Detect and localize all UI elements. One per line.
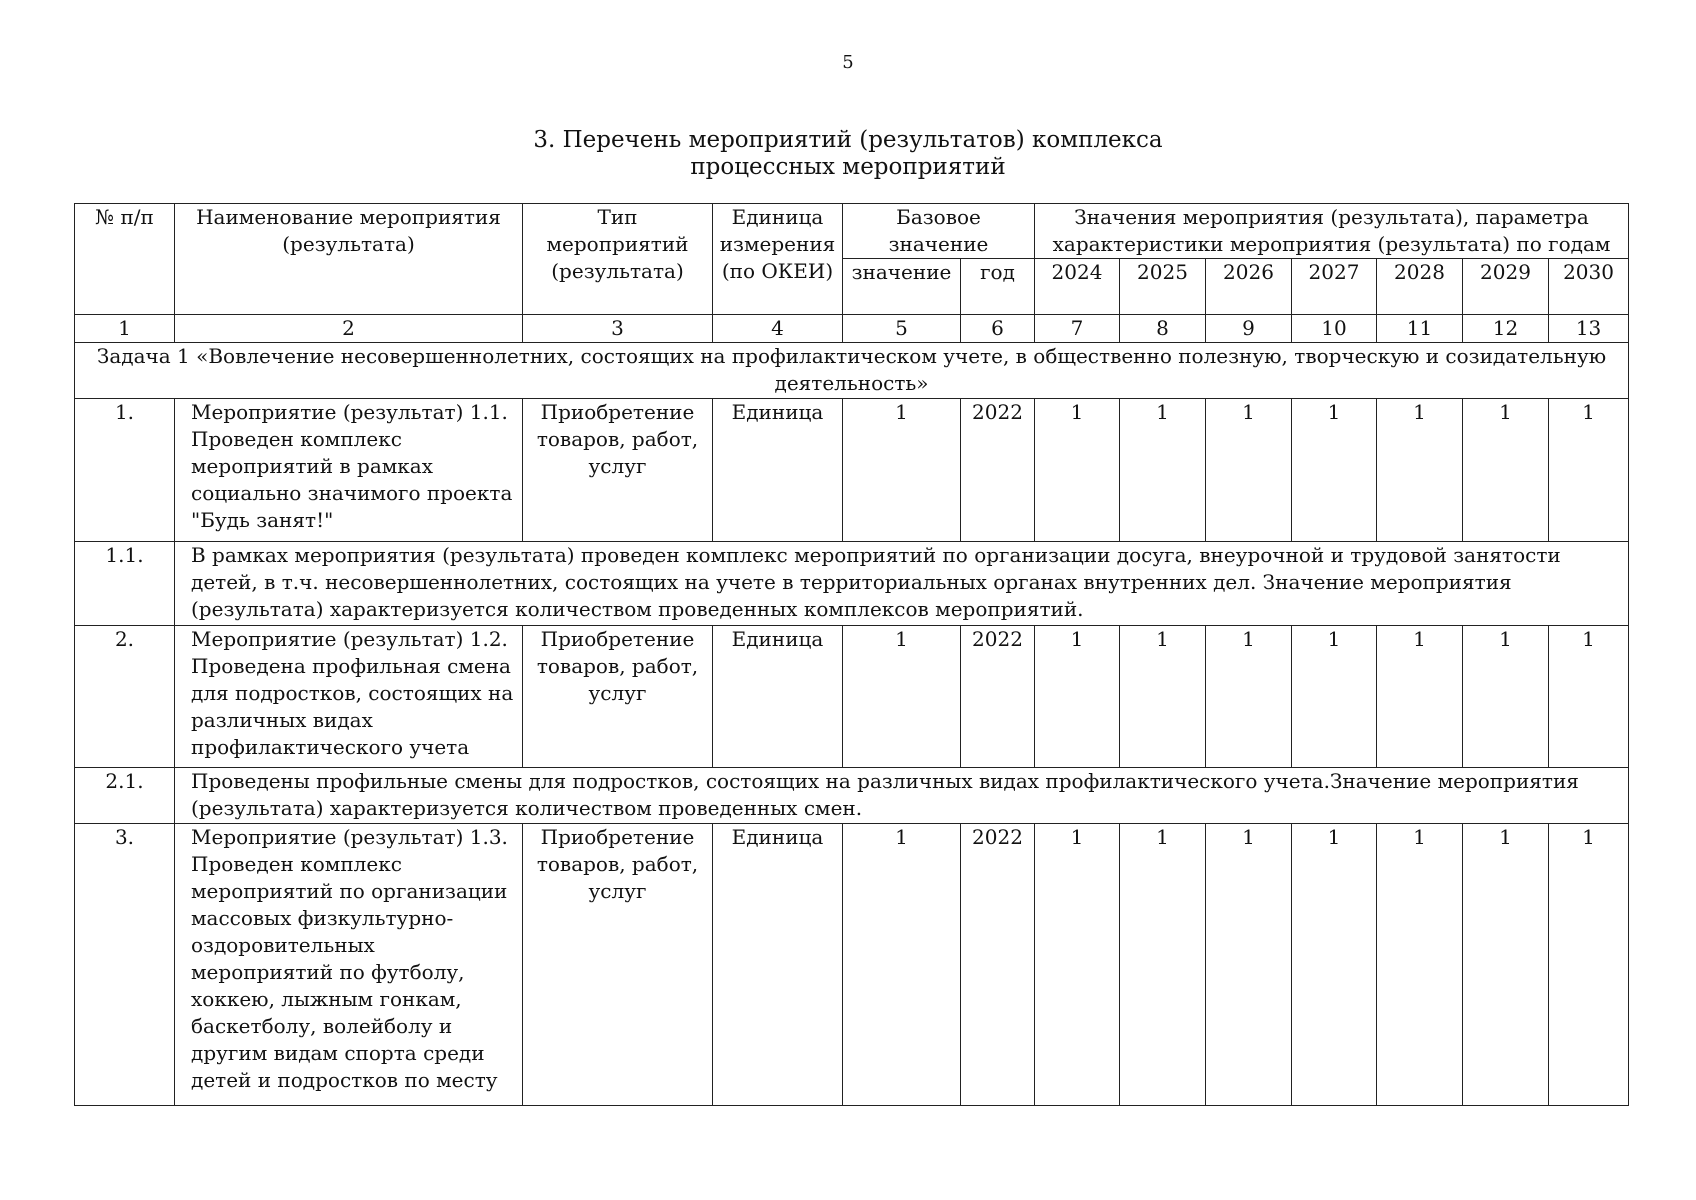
column-number: 6	[961, 315, 1035, 343]
row-value: 1	[1549, 626, 1629, 768]
header-type: Тип мероприятий (результата)	[523, 204, 713, 315]
page-number: 5	[842, 52, 854, 73]
header-year: 2028	[1377, 259, 1463, 315]
row-value: 1	[1120, 399, 1206, 542]
measures-table	[74, 203, 1629, 1106]
column-number: 4	[713, 315, 843, 343]
column-number: 13	[1549, 315, 1629, 343]
row-name: Мероприятие (результат) 1.2. Проведена профильная смена для подростков, состоящих на различных видах профилактического учета	[175, 626, 523, 768]
column-number: 2	[175, 315, 523, 343]
row-value: 1	[1292, 399, 1377, 542]
row-value: 1	[1206, 626, 1292, 768]
title-line-1: 3. Перечень мероприятий (результатов) комплекса	[533, 127, 1163, 153]
header-unit: Единица измерения (по ОКЕИ)	[713, 204, 843, 315]
header-year: 2029	[1463, 259, 1549, 315]
row-value: 1	[1463, 399, 1549, 542]
column-number: 10	[1292, 315, 1377, 343]
column-number: 5	[843, 315, 961, 343]
header-name: Наименование мероприятия (результата)	[175, 204, 523, 315]
header-year: 2027	[1292, 259, 1377, 315]
row-base-value: 1	[843, 824, 961, 1106]
column-number: 3	[523, 315, 713, 343]
row-base-year: 2022	[961, 399, 1035, 542]
row-value: 1	[1549, 399, 1629, 542]
header-num: № п/п	[75, 204, 175, 315]
row-name: Мероприятие (результат) 1.3. Проведен комплекс мероприятий по организации массовых физкультурно-оздоровительных мероприятий по футболу, хоккею, лыжным гонкам, баскетболу, волейболу и другим видам спорта среди детей и подростков по месту	[175, 824, 523, 1106]
row-value: 1	[1120, 626, 1206, 768]
row-base-value: 1	[843, 626, 961, 768]
table-row	[75, 824, 1629, 1106]
row-base-year: 2022	[961, 824, 1035, 1106]
row-value: 1	[1035, 824, 1120, 1106]
table-row	[75, 768, 1629, 824]
row-value: 1	[1377, 626, 1463, 768]
header-year: 2030	[1549, 259, 1629, 315]
column-number: 12	[1463, 315, 1549, 343]
column-number: 11	[1377, 315, 1463, 343]
row-value: 1	[1377, 824, 1463, 1106]
row-value: 1	[1206, 399, 1292, 542]
page-title	[0, 127, 1696, 181]
title-line-2: процессных мероприятий	[690, 154, 1006, 180]
header-year: 2026	[1206, 259, 1292, 315]
row-unit: Единица	[713, 399, 843, 542]
row-description: Проведены профильные смены для подростков, состоящих на различных видах профилактического учета.Значение мероприятия (результата) характеризуется количеством проведенных смен.	[175, 768, 1629, 824]
row-value: 1	[1206, 824, 1292, 1106]
header-base-value: значение	[843, 259, 961, 315]
row-num: 3.	[75, 824, 175, 1106]
table-row	[75, 626, 1629, 768]
column-number: 9	[1206, 315, 1292, 343]
row-value: 1	[1463, 824, 1549, 1106]
header-values: Значения мероприятия (результата), параметра характеристики мероприятия (результата) по годам	[1035, 204, 1629, 259]
row-description: В рамках мероприятия (результата) проведен комплекс мероприятий по организации досуга, внеурочной и трудовой занятости детей, в т.ч. несовершеннолетних, состоящих на учете в территориальных органах внутренних дел. Значение мероприятия (результата) характеризуется количеством проведенных комплексов мероприятий.	[175, 542, 1629, 626]
row-num: 2.1.	[75, 768, 175, 824]
row-value: 1	[1035, 399, 1120, 542]
row-base-value: 1	[843, 399, 961, 542]
row-value: 1	[1292, 824, 1377, 1106]
row-unit: Единица	[713, 824, 843, 1106]
column-number: 7	[1035, 315, 1120, 343]
row-num: 1.1.	[75, 542, 175, 626]
row-value: 1	[1463, 626, 1549, 768]
column-number: 1	[75, 315, 175, 343]
row-unit: Единица	[713, 626, 843, 768]
header-year: 2024	[1035, 259, 1120, 315]
row-name: Мероприятие (результат) 1.1. Проведен комплекс мероприятий в рамках социально значимого проекта "Будь занят!"	[175, 399, 523, 542]
row-value: 1	[1035, 626, 1120, 768]
task-row: Задача 1 «Вовлечение несовершеннолетних, состоящих на профилактическом учете, в общественно полезную, творческую и созидательную деятельность»	[75, 343, 1629, 399]
table-row	[75, 542, 1629, 626]
header-year: 2025	[1120, 259, 1206, 315]
row-num: 1.	[75, 399, 175, 542]
row-type: Приобретение товаров, работ, услуг	[523, 399, 713, 542]
header-base-year: год	[961, 259, 1035, 315]
header-base: Базовое значение	[843, 204, 1035, 259]
row-value: 1	[1377, 399, 1463, 542]
row-base-year: 2022	[961, 626, 1035, 768]
row-type: Приобретение товаров, работ, услуг	[523, 824, 713, 1106]
row-num: 2.	[75, 626, 175, 768]
table-row	[75, 399, 1629, 542]
row-value: 1	[1549, 824, 1629, 1106]
row-value: 1	[1292, 626, 1377, 768]
row-type: Приобретение товаров, работ, услуг	[523, 626, 713, 768]
column-number: 8	[1120, 315, 1206, 343]
row-value: 1	[1120, 824, 1206, 1106]
